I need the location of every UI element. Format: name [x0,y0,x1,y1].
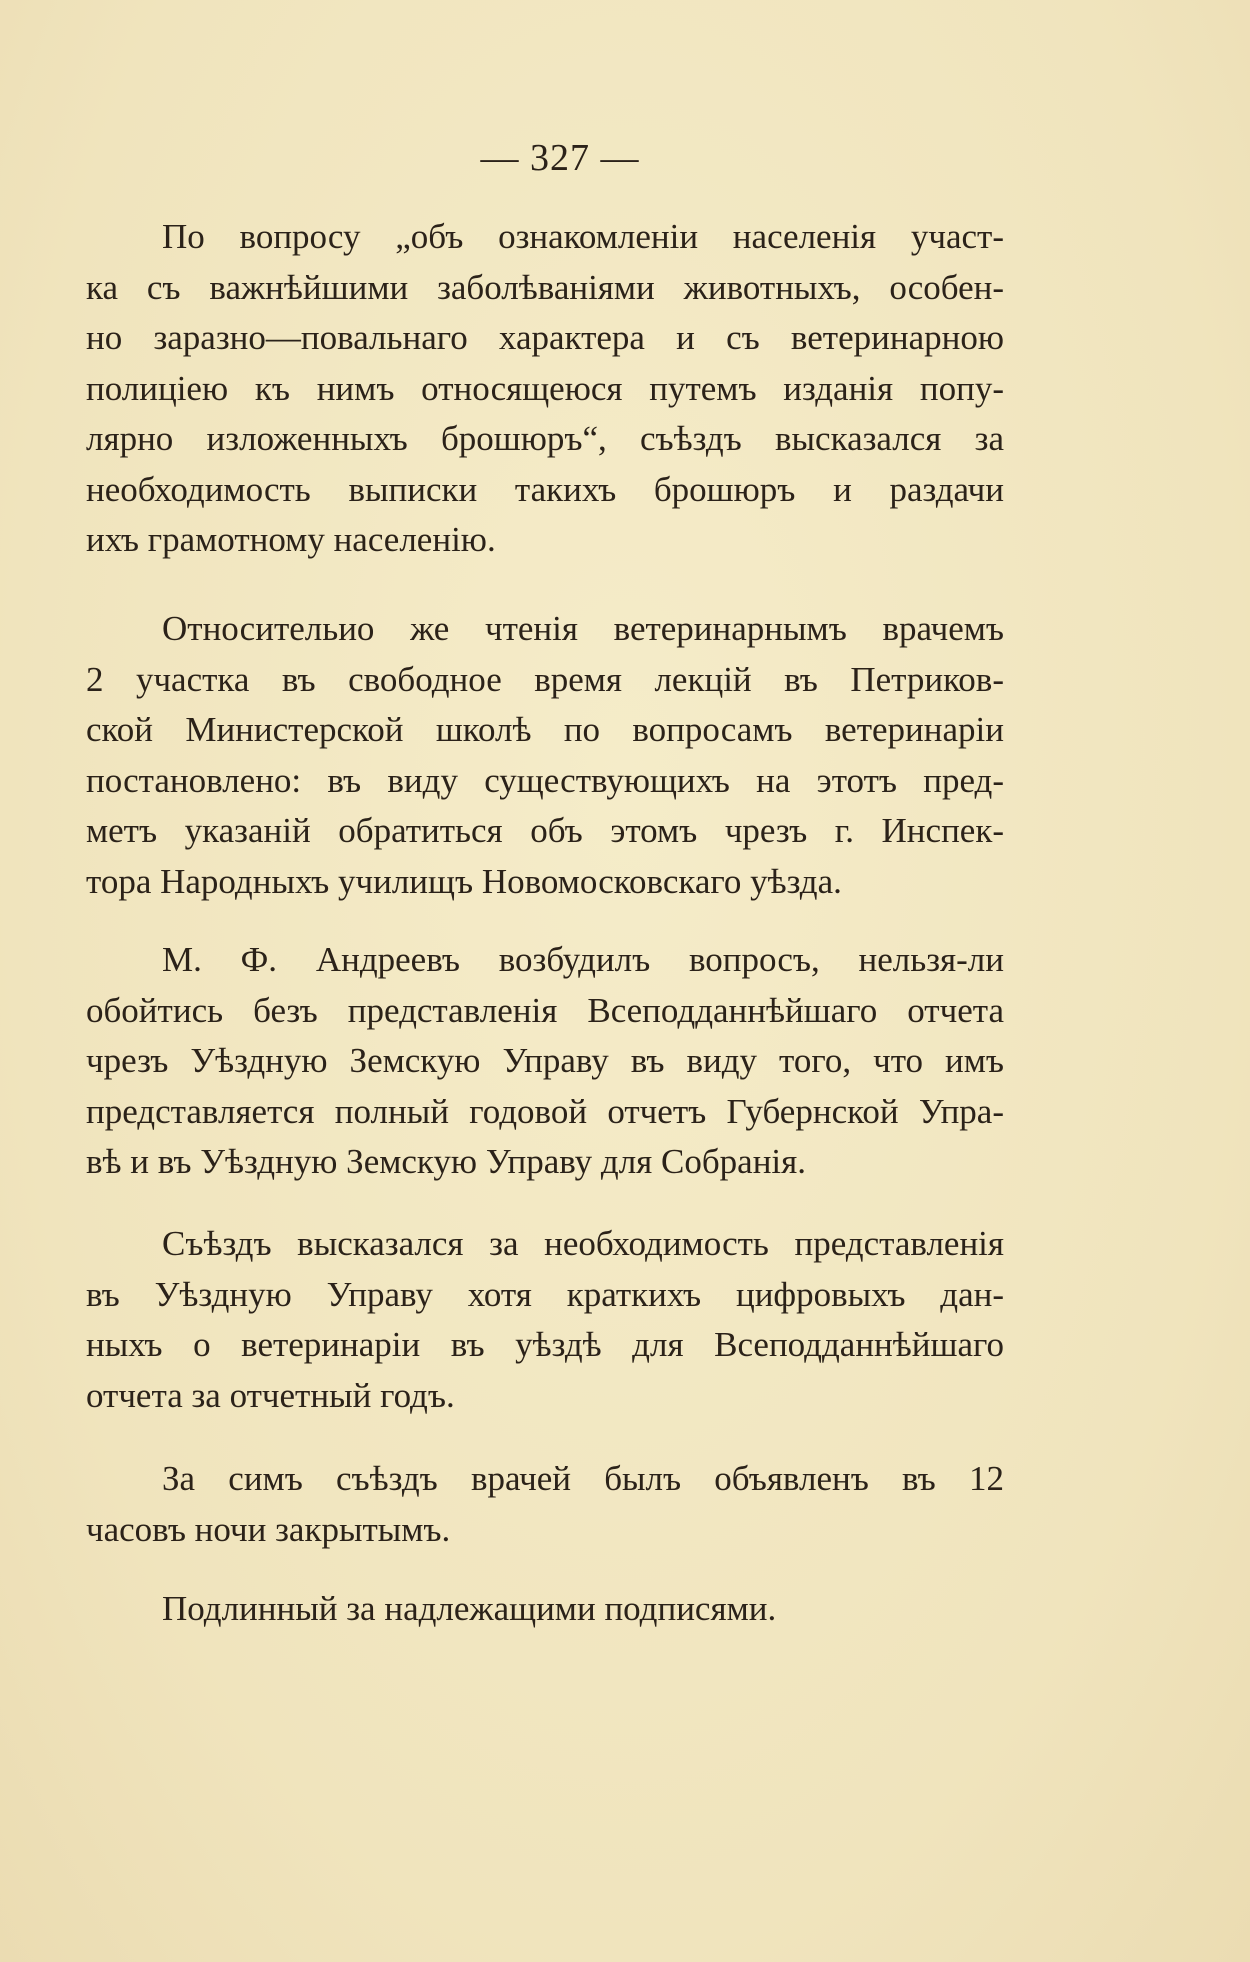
text-line: но заразно—повальнаго характера и съ ветеринарною [86,318,1004,357]
text-line: необходимость выписки такихъ брошюръ и раздачи [86,469,1004,509]
text-line: За симъ съѣздъ врачей былъ объявленъ въ 12 [162,1459,1004,1498]
text-line: тора Народныхъ училищъ Новомосковскаго уѣзда. [86,861,842,901]
text-line: лярно изложенныхъ брошюръ“, съѣздъ высказался за [86,419,1004,458]
text-line: 2 участка въ свободное время лекцій въ Петриков- [86,659,1004,699]
paragraph-2 [86,604,1004,907]
paragraph-1 [86,212,1004,566]
text-line: часовъ ночи закрытымъ. [86,1509,451,1549]
text-line: Съѣздъ высказался за необходимость представленія [162,1224,1004,1263]
text-line: М. Ф. Андреевъ возбудилъ вопросъ, нельзя-ли [162,940,1004,979]
text-line: представляется полный годовой отчетъ Губернской Упра- [86,1091,1004,1131]
text-line: метъ указаній обратиться объ этомъ чрезъ г. Инспек- [86,811,1004,850]
paragraph-3 [86,935,1004,1188]
text-line: ка съ важнѣйшими заболѣваніями животныхъ, особен- [86,267,1004,307]
text-line: вѣ и въ Уѣздную Земскую Управу для Собранія. [86,1142,806,1181]
paragraph-5 [86,1454,1004,1555]
paragraph-6 [86,1584,1004,1635]
text-line: Подлинный за надлежащими подписями. [162,1589,777,1628]
paragraph-4 [86,1219,1004,1421]
text-line: Относительио же чтенія ветеринарнымъ врачемъ [162,609,1004,648]
text-line: полиціею къ нимъ относящеюся путемъ изданія попу- [86,368,1004,408]
text-line: обойтись безъ представленія Всеподданнѣйшаго отчета [86,990,1004,1030]
text-line: въ Уѣздную Управу хотя краткихъ цифровыхъ дан- [86,1274,1004,1314]
text-line: постановлено: въ виду существующихъ на этотъ пред- [86,760,1004,800]
text-line: ской Министерской школѣ по вопросамъ ветеринаріи [86,710,1004,749]
text-line: отчета за отчетный годъ. [86,1375,455,1415]
text-line: ныхъ о ветеринаріи въ уѣздѣ для Всеподданнѣйшаго [86,1325,1004,1364]
text-line: ихъ грамотному населенію. [86,520,496,559]
page-number: — 327 — [480,137,640,179]
text-line: чрезъ Уѣздную Земскую Управу въ виду того, что имъ [86,1041,1004,1080]
text-line: По вопросу „объ ознакомленіи населенія участ- [162,217,1004,256]
